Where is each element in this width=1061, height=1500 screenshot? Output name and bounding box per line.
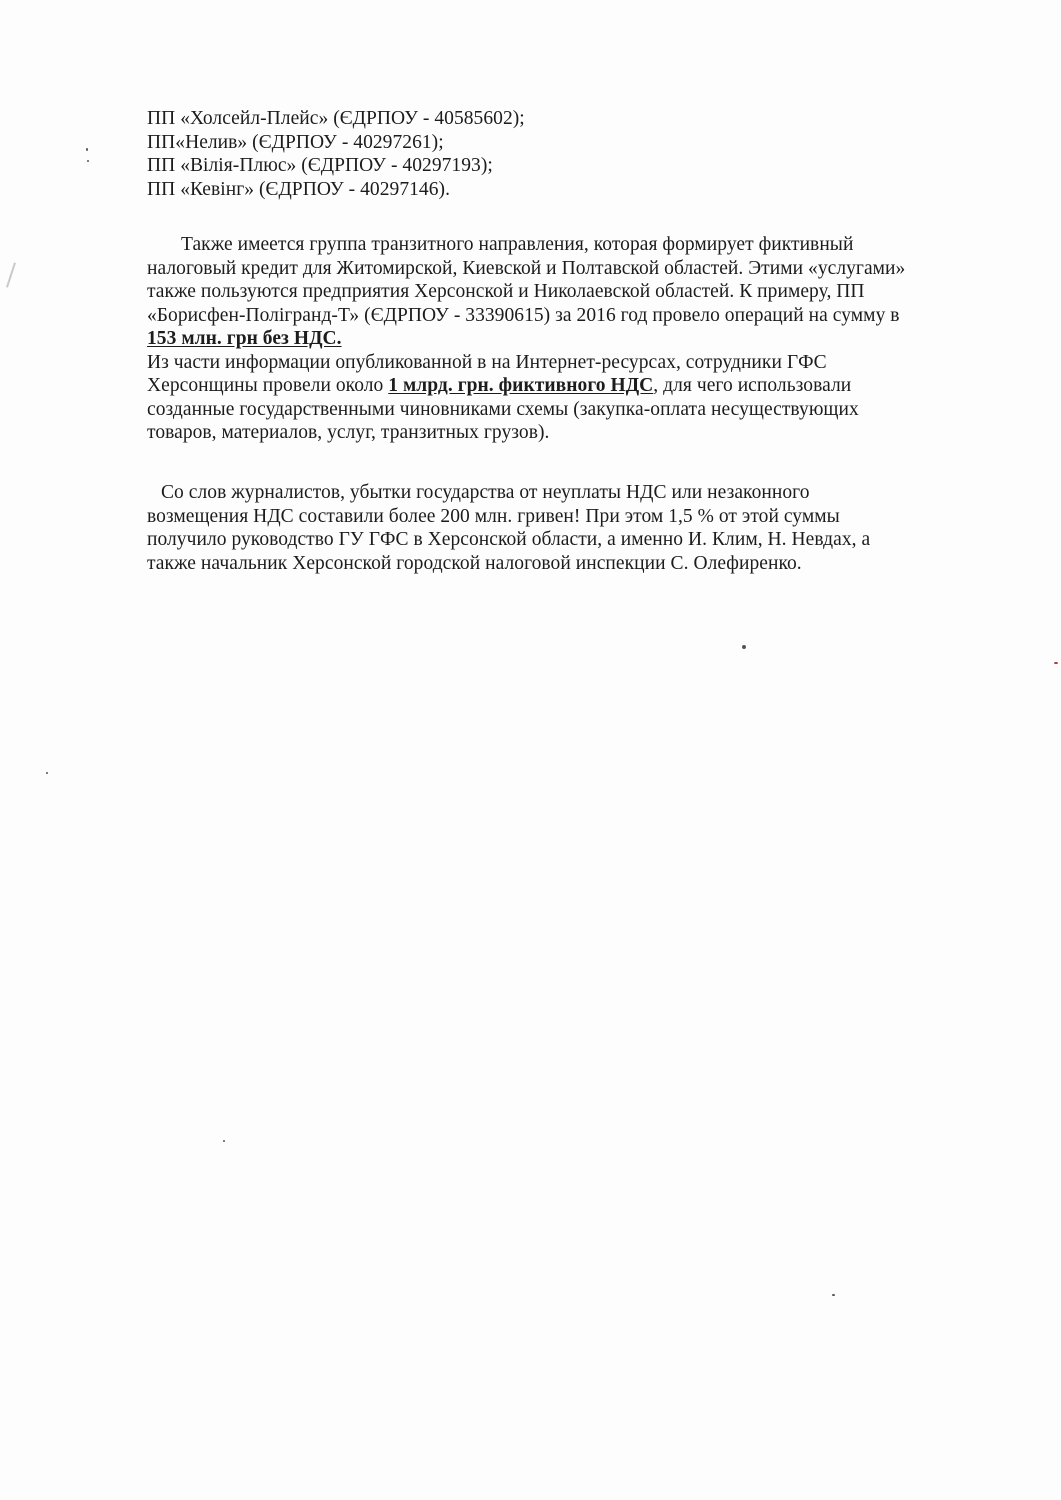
- company-item: ПП «Холсейл-Плейс» (ЄДРПОУ - 40585602);: [147, 108, 525, 129]
- highlighted-amount: 153 млн. грн без НДС.: [147, 328, 342, 349]
- paragraph-line: Также имеется группа транзитного направления, которая формирует фиктивный: [181, 234, 854, 255]
- paragraph-line: также пользуются предприятия Херсонской и Николаевской областей. К примеру, ПП: [147, 281, 865, 302]
- paragraph-line: налоговый кредит для Житомирской, Киевской и Полтавской областей. Этими «услугами»: [147, 257, 906, 279]
- paragraph-line: получило руководство ГУ ГФС в Херсонской области, а именно И. Клим, Н. Невдах, а: [147, 529, 871, 550]
- paragraph-line: также начальник Херсонской городской налоговой инспекции С. Олефиренко.: [147, 552, 802, 574]
- scan-speck: [46, 772, 48, 774]
- company-item: ПП «Кевінг» (ЄДРПОУ - 40297146).: [147, 178, 450, 200]
- paragraph-line: [147, 374, 947, 398]
- company-list: [147, 107, 947, 201]
- scan-edge-mark: [6, 262, 16, 287]
- scan-speck: [742, 645, 746, 649]
- company-item: ПП«Нелив» (ЄДРПОУ - 40297261);: [147, 131, 444, 153]
- paragraph-text: Херсонщины провели около: [147, 375, 389, 396]
- paragraph-line: Со слов журналистов, убытки государства от неуплаты НДС или незаконного: [161, 482, 810, 503]
- paragraph-journalists: [147, 481, 947, 575]
- scan-speck: [1054, 662, 1058, 664]
- paragraph-line: Из части информации опубликованной в на Интернет-ресурсах, сотрудники ГФС: [147, 351, 827, 373]
- paragraph-line: «Борисфен-Полігранд-Т» (ЄДРПОУ - 33390615) за 2016 год провело операций на сумму в: [147, 304, 900, 326]
- paragraph-line: созданные государственными чиновниками схемы (закупка-оплата несуществующих: [147, 398, 859, 420]
- paragraph-text: , для чего использовали: [653, 375, 852, 396]
- paragraph-transit-group: [147, 233, 947, 445]
- company-item: ПП «Вілія-Плюс» (ЄДРПОУ - 40297193);: [147, 155, 493, 176]
- highlighted-vat-amount: 1 млрд. грн. фиктивного НДС: [388, 375, 654, 396]
- paragraph-line: возмещения НДС составили более 200 млн. гривен! При этом 1,5 % от этой суммы: [147, 505, 840, 527]
- scan-speck: [87, 160, 89, 162]
- paragraph-line: товаров, материалов, услуг, транзитных грузов).: [147, 422, 550, 443]
- scan-speck: [832, 1294, 835, 1296]
- scan-speck: [86, 148, 88, 151]
- scan-speck: [223, 1140, 225, 1142]
